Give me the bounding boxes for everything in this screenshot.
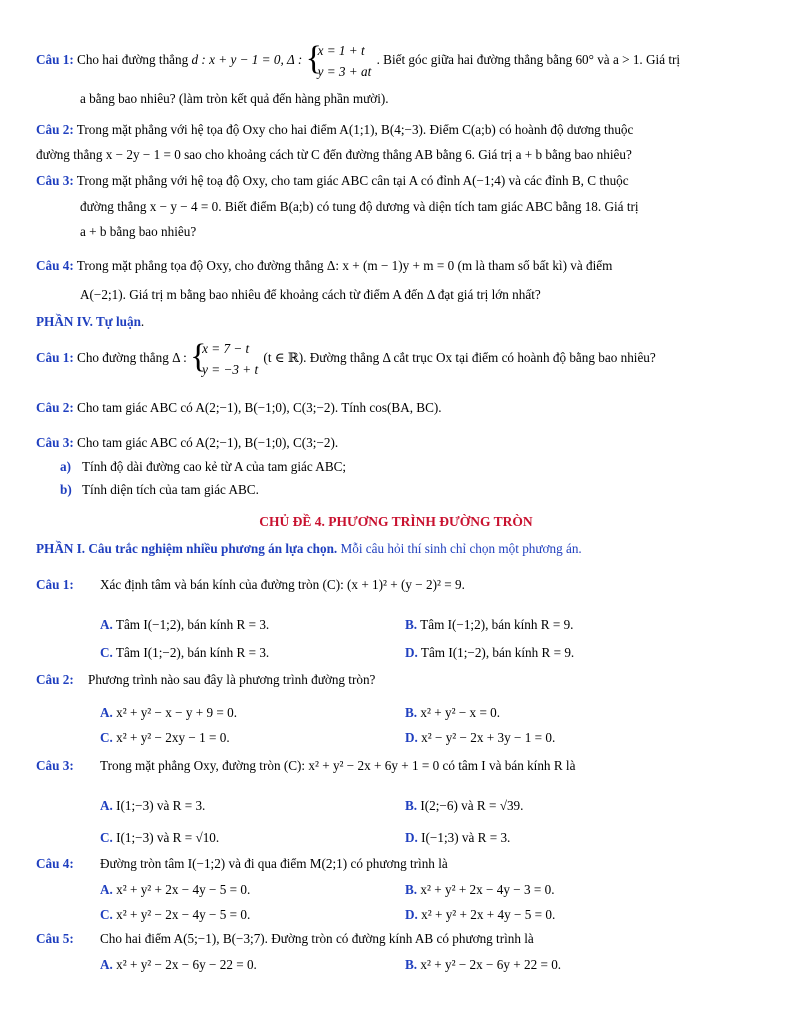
question-1-part3: [36, 40, 762, 82]
mc1-option-c[interactable]: C. Tâm I(1;−2), bán kính R = 3.: [100, 645, 270, 660]
question-text: Cho hai đường thẳng: [77, 52, 189, 68]
question-label: Câu 2:: [36, 122, 74, 137]
mc2-option-c[interactable]: C. x² + y² − 2xy − 1 = 0.: [100, 730, 230, 745]
question-text: Trong mặt phẳng với hệ tọa độ Oxy cho hai điểm A(1;1), B(4;−3). Điểm C(a;b) có hoành độ dương thuộc: [76, 122, 634, 137]
mc3-option-d[interactable]: D. I(−1;3) và R = 3.: [405, 830, 511, 845]
subquestion-b: b) Tính diện tích của tam giác ABC.: [60, 482, 259, 497]
question-text: Trong mặt phẳng với hệ toạ độ Oxy, cho tam giác ABC cân tại A có đỉnh A(−1;4) và các đỉnh B, C thuộc: [76, 173, 629, 188]
mc1-option-b[interactable]: B. Tâm I(−1;2), bán kính R = 9.: [405, 617, 574, 632]
mc4-option-b[interactable]: B. x² + y² + 2x − 4y − 3 = 0.: [405, 882, 555, 897]
question-text: Cho tam giác ABC có A(2;−1), B(−1;0), C(3;−2). Tính cos(BA, BC).: [77, 400, 442, 415]
mc3-option-b[interactable]: B. I(2;−6) và R = √39.: [405, 798, 524, 813]
question-label: Câu 3:: [36, 173, 74, 188]
question-label: Câu 3:: [36, 435, 74, 450]
mc-question-1: Câu 1: Xác định tâm và bán kính của đường tròn (C): (x + 1)² + (y − 2)² = 9.: [36, 577, 465, 592]
system-row: y = 3 + at: [317, 64, 372, 79]
question-1-part4: [36, 338, 762, 380]
system-row: { x = 1 + t: [317, 43, 365, 58]
question-text: (t ∈ ℝ). Đường thẳng Δ cắt trục Ox tại điểm có hoành độ bằng bao nhiêu?: [263, 350, 656, 366]
question-continuation: a bằng bao nhiêu? (làm tròn kết quả đến hàng phần mười).: [80, 91, 389, 106]
question-label: Câu 1:: [36, 52, 74, 68]
question-text: . Biết góc giữa hai đường thẳng bằng 60° và a > 1. Giá trị: [376, 52, 681, 68]
question-4-part3: [36, 255, 762, 276]
question-2-part4: [36, 397, 762, 418]
question-label: Câu 4:: [36, 258, 74, 273]
question-text: Cho đường thẳng Δ :: [77, 350, 187, 366]
question-continuation: đường thẳng x − y − 4 = 0. Biết điểm B(a;b) có tung độ dương và diện tích tam giác ABC bằng 18. Giá trị: [80, 199, 639, 214]
question-2-part3: [36, 119, 762, 140]
mc3-option-a[interactable]: A. I(1;−3) và R = 3.: [100, 798, 206, 813]
question-3-part3: [36, 170, 762, 191]
question-label: Câu 1:: [36, 350, 74, 366]
subquestion-a: a) Tính độ dài đường cao kẻ từ A của tam giác ABC;: [60, 459, 347, 474]
question-text: Trong mặt phẳng tọa độ Oxy, cho đường thẳng Δ: x + (m − 1)y + m = 0 (m là tham số bất kì) và điểm: [76, 258, 613, 273]
question-continuation: a + b bằng bao nhiêu?: [80, 224, 197, 239]
mc-question-4: Câu 4: Đường tròn tâm I(−1;2) và đi qua điểm M(2;1) có phương trình là: [36, 856, 448, 871]
mc2-option-b[interactable]: B. x² + y² − x = 0.: [405, 705, 501, 720]
parametric-system: [192, 338, 258, 380]
system-row: { x = 7 − t: [202, 341, 250, 356]
question-continuation: A(−2;1). Giá trị m bằng bao nhiêu để khoảng cách từ điểm A đến Δ đạt giá trị lớn nhất?: [80, 287, 541, 302]
mc1-option-a[interactable]: A. Tâm I(−1;2), bán kính R = 3.: [100, 617, 270, 632]
line-equation: d : x + y − 1 = 0, Δ :: [191, 52, 303, 68]
question-text: Cho tam giác ABC có A(2;−1), B(−1;0), C(3;−2).: [77, 435, 339, 450]
mc4-option-c[interactable]: C. x² + y² − 2x − 4y − 5 = 0.: [100, 907, 251, 922]
mc5-option-a[interactable]: A. x² + y² − 2x − 6y − 22 = 0.: [100, 957, 257, 972]
system-row: y = −3 + t: [202, 362, 259, 377]
question-continuation: đường thẳng x − 2y − 1 = 0 sao cho khoảng cách từ C đến đường thẳng AB bằng 6. Giá trị a + b bằng bao nhiêu?: [36, 147, 632, 162]
parametric-system: [308, 40, 372, 82]
mc1-option-d[interactable]: D. Tâm I(1;−2), bán kính R = 9.: [405, 645, 575, 660]
mc4-option-a[interactable]: A. x² + y² + 2x − 4y − 5 = 0.: [100, 882, 251, 897]
mc-question-3: Câu 3: Trong mặt phẳng Oxy, đường tròn (C): x² + y² − 2x + 6y + 1 = 0 có tâm I và bán kính R là: [36, 758, 576, 773]
mc3-option-c[interactable]: C. I(1;−3) và R = √10.: [100, 830, 220, 845]
mc4-option-d[interactable]: D. x² + y² + 2x + 4y − 5 = 0.: [405, 907, 556, 922]
topic-heading: CHỦ ĐỀ 4. PHƯƠNG TRÌNH ĐƯỜNG TRÒN: [259, 514, 533, 529]
mc2-option-a[interactable]: A. x² + y² − x − y + 9 = 0.: [100, 705, 238, 720]
mc5-option-b[interactable]: B. x² + y² − 2x − 6y + 22 = 0.: [405, 957, 562, 972]
mc-question-5: Câu 5: Cho hai điểm A(5;−1), B(−3;7). Đường tròn có đường kính AB có phương trình là: [36, 931, 534, 946]
mc-question-2: Câu 2: Phương trình nào sau đây là phương trình đường tròn?: [36, 672, 376, 687]
part4-title: PHẦN IV. Tự luận.: [36, 314, 145, 329]
mc2-option-d[interactable]: D. x² − y² − 2x + 3y − 1 = 0.: [405, 730, 556, 745]
question-3-part4: [36, 432, 762, 453]
part1-title: PHẦN I. Câu trắc nghiệm nhiều phương án lựa chọn. Mỗi câu hỏi thí sinh chỉ chọn một phương án.: [36, 541, 582, 556]
question-label: Câu 2:: [36, 400, 74, 415]
